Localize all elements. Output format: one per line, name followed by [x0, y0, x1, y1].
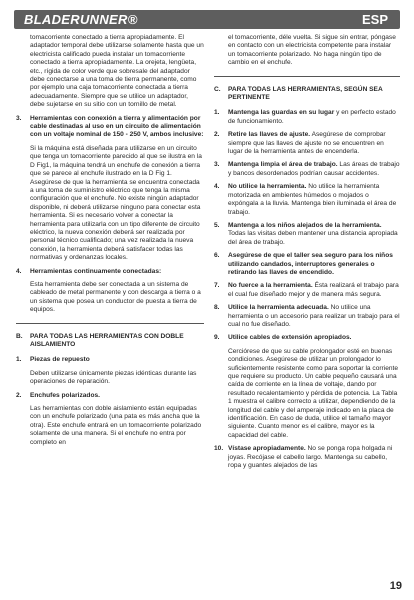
item-number: 3.	[214, 161, 220, 169]
continued-paragraph: el tomacorriente, déle vuelta. Si sigue sin entrar, póngase en contacto con un electricista competente para instalar un tomacorriente polarizado. No haga ningún tipo de cambio en el enchufe.	[228, 34, 396, 67]
section-letter: C.	[214, 85, 221, 93]
list-item-c4	[214, 183, 400, 217]
section-heading-c	[214, 86, 400, 103]
page-number: 19	[389, 580, 402, 592]
item-number: 10.	[214, 445, 224, 453]
list-item-c5	[214, 222, 400, 247]
item-text: Ésta realizará el trabajo para el cual fue diseñado mejor y de manera más segura.	[228, 282, 399, 298]
list-item-c1	[214, 109, 400, 126]
item-heading: No utilice la herramienta.	[228, 183, 307, 191]
item-number: 4.	[214, 183, 220, 191]
item-number: 2.	[16, 391, 22, 399]
list-item-c10	[214, 445, 400, 470]
item-heading: Herramientas continuamente conectadas:	[30, 267, 162, 275]
item-number: 5.	[214, 221, 220, 229]
list-item-c3	[214, 161, 400, 178]
list-item-b1	[16, 356, 204, 386]
list-item-c6	[214, 252, 400, 277]
item-heading: Mantenga a los niños alejados de la herramienta.	[228, 221, 382, 229]
list-item-c2	[214, 131, 400, 156]
item-body: Esta herramienta debe ser conectada a un sistema de cableado de metal permanente y con descarga a tierra o a un sistema que posea un conductor de puesta a tierra de equipos.	[30, 280, 201, 314]
item-heading: Utilice cables de extensión apropiados.	[228, 334, 352, 342]
section-title: PARA TODAS LAS HERRAMIENTAS CON DOBLE AISLAMIENTO	[30, 332, 184, 348]
list-item-4	[16, 268, 204, 315]
section-divider	[16, 323, 204, 324]
section-divider	[214, 76, 400, 77]
item-heading: Piezas de repuesto	[30, 356, 90, 364]
brand-title: BLADERUNNER®	[24, 12, 138, 27]
item-number: 1.	[16, 356, 22, 364]
list-item-3	[16, 115, 204, 263]
item-text: No utilice la herramienta motorizada en ambientes húmedos o mojados o expóngala a la lluvia. Mantenga bien iluminada el área de trabajo.	[228, 183, 397, 216]
list-item-c8	[214, 304, 400, 329]
item-text: y en perfecto estado de funcionamiento.	[228, 109, 396, 125]
item-number: 1.	[214, 109, 220, 117]
item-body: Si la máquina está diseñada para utilizarse en un circuito que tenga un tomacorriente parecido al que se ilustra en la D Fig1, la máquina tendrá un enchufe de conexión a tierra que se parece al enchufe ilustrado en la D Fig 1. Asegúrese de que la herramienta se encuentra conectada a una toma de suministro eléctrico que tenga la misma configuración que el enchufe. No existe ningún adaptador disponible, ni deberá utilizarse ninguno para conectar esta herramienta. Si es necesario volver a conectar la herramienta para utilizarla con un tipo diferente de circuito eléctrico, la nueva conexión deberá ser realizada por personal técnico cualificado; una vez realizada la nueva conexión, la herramienta deberá satisfacer todas las normativas y ordenanzas locales.	[30, 144, 202, 262]
item-heading: Mantenga las guardas en su lugar	[228, 109, 335, 117]
section-heading-b	[16, 333, 204, 350]
list-item-c9	[214, 334, 400, 440]
item-heading: Asegúrese de que el taller sea seguro para los niños utilizando candados, interruptores generales o retirando las llaves de encendido.	[228, 252, 393, 276]
language-label: ESP	[361, 12, 388, 27]
item-heading: Mantenga limpia el área de trabajo.	[228, 161, 338, 169]
item-body: Las herramientas con doble aislamiento están equipadas con un enchufe polarizado (una pata es más ancha que la otra). Este enchufe entrará en un tomacorriente polarizado solamente de una manera. Si el enchufe no entra por completo en	[30, 405, 202, 446]
section-title: PARA TODAS LAS HERRAMIENTAS, SEGÚN SEA PERTINENTE	[228, 85, 383, 102]
item-heading: Herramientas con conexión a tierra y alimentación por cable destinadas al uso en un circuito de alimentación con un voltaje nominal de 150 - 250 V, ambos inclusive:	[30, 114, 204, 139]
item-heading: Enchufes polarizados.	[30, 391, 100, 399]
list-item-b2	[16, 392, 204, 447]
item-number: 9.	[214, 334, 220, 342]
item-text: Todas las visitas deben mantener una distancia apropiada del área de trabajo.	[228, 230, 398, 246]
left-column	[16, 34, 204, 452]
item-number: 8.	[214, 304, 220, 312]
item-heading: Utilice la herramienta adecuada.	[228, 304, 329, 312]
item-number: 2.	[214, 131, 220, 139]
section-letter: B.	[16, 332, 23, 340]
item-number: 3.	[16, 114, 22, 122]
item-number: 6.	[214, 252, 220, 260]
right-column	[214, 34, 400, 475]
item-body: Cerciórese de que su cable prolongador esté en buenas condiciones. Asegúrese de utilizar un prolongador lo suficientemente resistente como para soportar la corriente que requiere su producto. Un cable pequeño causará una caída de corriente en la línea de voltaje, dando por resultado recalentamiento y pérdida de potencia. La Tabla 1 muestra el calibre correcto a utilizar, dependiendo de la longitud del cable y del amperaje indicado en la placa de identificación. En caso de duda, utilice el tamaño mayor siguiente. Cuanto menor es el calibre, mayor es la capacidad del cable.	[228, 347, 399, 439]
item-text: No utilice una herramienta o un accesorio para realizar un trabajo para el cual no fue diseñado.	[228, 304, 400, 328]
item-heading: No fuerce a la herramienta.	[228, 282, 313, 290]
item-body: Deben utilizarse únicamente piezas idénticas durante las operaciones de reparación.	[30, 369, 197, 386]
page-header	[14, 10, 400, 29]
list-item-c7	[214, 282, 400, 299]
item-text: Asegúrese de comprobar siempre que las llaves de ajuste no se encuentren en lugar de la herramienta antes de encenderla.	[228, 131, 386, 156]
item-heading: Retire las llaves de ajuste.	[228, 131, 311, 139]
item-text: Las áreas de trabajo y bancos desordenados podrían causar accidentes.	[228, 161, 400, 177]
item-heading: Vístase apropiadamente.	[228, 445, 306, 453]
continued-paragraph: tomacorriente conectado a tierra apropiadamente. El adaptador temporal debe utilizarse solamente hasta que un electricista calificado pueda instalar un tomacorriente conectado a tierra apropiadamente. La orejeta, lengüeta, etc., rígida de color verde que sobresale del adaptador debe conectarse a una toma de tierra permanente, como por ejemplo una caja tomacorriente conectada a tierra adecuadamente. Siempre que se utilice un adaptador, debe sujetarse en su sitio con un tornillo de metal.	[30, 34, 204, 109]
item-number: 7.	[214, 282, 220, 290]
item-number: 4.	[16, 267, 22, 275]
item-text: No se ponga ropa holgada ni joyas. Recójase el cabello largo. Mantenga su cabello, ropa y guantes alejados de las	[228, 445, 393, 470]
